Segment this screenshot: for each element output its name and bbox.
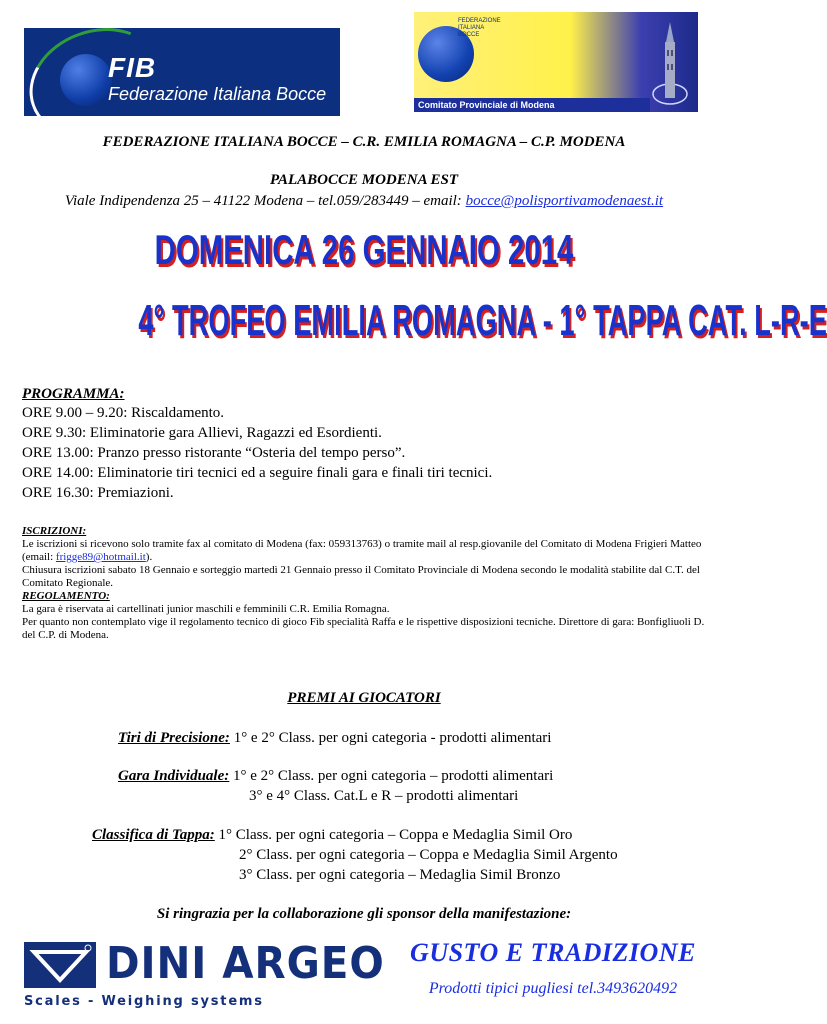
comitato-provinciale-logo: [414, 12, 698, 112]
prize-line: 3° e 4° Class. Cat.L e R – prodotti alimentari: [249, 788, 519, 804]
sponsor-thanks: Si ringrazia per la collaborazione gli sponsor della manifestazione:: [156, 906, 572, 922]
cp-logo-small-text: FEDERAZIONE ITALIANA BOCCE: [458, 18, 501, 38]
venue-address: [0, 193, 728, 210]
iscrizioni-text: Le iscrizioni si ricevono solo tramite fax al comitato di Modena (fax: 059313763) o tramite mail al resp.giovanile del Comitato di Modena Frigieri Matteo (email: frigge89@hotmail.it).: [22, 538, 702, 563]
iscrizioni-deadline-text: Chiusura iscrizioni sabato 18 Gennaio e sorteggio martedì 21 Gennaio presso il Comitato Provinciale di Modena secondo le modalità stabilite dal C.T. del Comitato Regionale.: [22, 564, 700, 589]
iscrizioni-email-link[interactable]: frigge89@hotmail.it: [55, 551, 146, 563]
regolamento-text: La gara è riservata ai cartellinati junior maschili e femminili C.R. Emilia Romagna.: [22, 603, 390, 615]
programma-line: ORE 13.00: Pranzo presso ristorante “Osteria del tempo perso”.: [22, 445, 406, 461]
fib-logo-fullname: Federazione Italiana Bocce: [108, 84, 327, 104]
prize-classifica-tappa: Classifica di Tappa: 1° Class. per ogni categoria – Coppa e Medaglia Simil Oro: [92, 827, 573, 843]
scale-emblem-icon: [24, 942, 96, 988]
prize-label: Classifica di Tappa:: [92, 827, 215, 843]
prize-label: Tiri di Precisione:: [118, 730, 230, 746]
org-line: FEDERAZIONE ITALIANA BOCCE – C.R. EMILIA ROMAGNA – C.P. MODENA: [102, 134, 626, 150]
event-date-headline: DOMENICA 26 GENNAIO 2014: [154, 226, 574, 273]
venue-email-link[interactable]: bocce@polisportivamodenaest.it: [465, 193, 664, 209]
dini-argeo-badge: [24, 942, 96, 988]
iscrizioni-section: [22, 525, 712, 642]
premi-title: PREMI AI GIOCATORI: [287, 690, 441, 706]
dini-argeo-name: DINI ARGEO: [106, 938, 385, 989]
fib-logo: [24, 28, 340, 116]
dini-argeo-logo: [24, 938, 385, 1012]
regolamento-title: REGOLAMENTO:: [22, 590, 110, 602]
programma-line: ORE 16.30: Premiazioni.: [22, 485, 174, 501]
event-title-headline: 4° TROFEO EMILIA ROMAGNA - 1° TAPPA CAT. L-R-E: [138, 296, 827, 345]
cp-logo-band: Comitato Provinciale di Modena: [414, 98, 650, 112]
venue-name: PALABOCCE MODENA EST: [269, 172, 459, 188]
iscrizioni-title: ISCRIZIONI:: [22, 525, 87, 537]
regolamento-text: Per quanto non contemplato vige il regolamento tecnico di gioco Fib specialità Raffa e le rispettive disposizioni tecniche. Direttore di gara: Bonfigliuoli D. del C.P. di Modena.: [22, 616, 705, 641]
bocce-ball-icon: [60, 54, 112, 106]
gusto-tradizione-subtitle: Prodotti tipici pugliesi tel.3493620492: [428, 980, 678, 997]
dini-argeo-tagline: Scales - Weighing systems: [24, 994, 264, 1009]
prize-label: Gara Individuale:: [118, 768, 230, 784]
gusto-tradizione-title: GUSTO E TRADIZIONE: [410, 938, 696, 967]
prize-line: 3° Class. per ogni categoria – Medaglia Simil Bronzo: [239, 867, 561, 883]
prize-tiri-precisione: Tiri di Precisione: 1° e 2° Class. per ogni categoria - prodotti alimentari: [118, 730, 552, 746]
prize-line: 2° Class. per ogni categoria – Coppa e Medaglia Simil Argento: [239, 847, 618, 863]
prize-gara-individuale: Gara Individuale: 1° e 2° Class. per ogni categoria – prodotti alimentari: [118, 768, 554, 784]
programma-line: ORE 14.00: Eliminatorie tiri tecnici ed a seguire finali gara e finali tiri tecnici.: [22, 465, 493, 481]
programma-title: PROGRAMMA:: [22, 386, 125, 402]
ghirlandina-tower-icon: [650, 20, 690, 106]
programma-line: ORE 9.00 – 9.20: Riscaldamento.: [22, 405, 225, 421]
address-text: Viale Indipendenza 25 – 41122 Modena – tel.059/283449 – email:: [64, 193, 466, 209]
programma-line: ORE 9.30: Eliminatorie gara Allievi, Ragazzi ed Esordienti.: [22, 425, 382, 441]
fib-logo-abbr: FIB: [108, 52, 157, 83]
